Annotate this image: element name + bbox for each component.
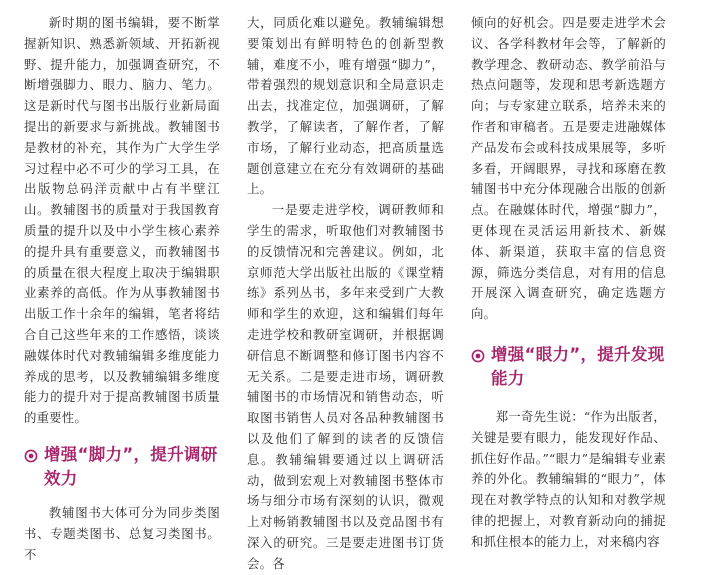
column-1	[24, 0, 220, 562]
paragraph: 新时期的图书编辑，要不断掌握新知识、熟悉新领域、开拓新视野、提升能力，加强调查研究，不断增强脚力、眼力、脑力、笔力。这是新时代与图书出版行业新局面提出的新要求与新挑战。教辅图书是教材的补充，其作为广大学生学习过程中必不可少的学习工具，在出版物总码洋贡献中占有半壁江山。教辅图书的质量对于我国教育质量的提升以及中小学生核心素养的提升具有重要意义，而教辅图书的质量在很大程度上取决于编辑职业素养的高低。作为从事教辅图书出版工作十余年的编辑，笔者将结合自己这些年来的工作感悟，谈谈融媒体时代对教辅编辑多维度能力养成的思考，以及教辅编辑多维度能力的提升对于提高教辅图书质量的重要性。	[24, 15, 220, 426]
section-heading-text: 增强“眼力”，提升发现能力	[491, 344, 665, 388]
paragraph: 郑一奇先生说：“作为出版者，关键是要有眼力，能发现好作品、抓住好作品。”“眼力”是编辑专业素养的外化。教辅编辑的“眼力”，体现在对教学特点的认知和对教学规律的把握上，对教育新动向的捕捉和抓住根本的能力上，对来稿内容	[471, 408, 667, 549]
paragraph: 教辅图书大体可分为同步类图书、专题类图书、总复习类图书。不	[24, 504, 220, 562]
circle-target-icon	[24, 449, 38, 463]
section-heading	[471, 343, 666, 391]
column-2	[247, 0, 444, 571]
paragraph: 倾向的好机会。四是要走进学术会议、各学科教材年会等，了解新的教学理念、教研动态、教学前沿与热点问题等，发现和思考新选题方向；与专家建立联系，培养未来的作者和审稿者。五是要走进融媒体产品发布会或科技成果展等，多听多看，开阔眼界，寻找和琢磨在教辅图书中充分体现融合出版的创新点。在融媒体时代，增强“脚力”，更体现在灵活运用新技术、新媒体、新渠道，获取丰富的信息资源，筛选分类信息，对有用的信息开展深入调查研究，确定选题方向。	[471, 15, 666, 322]
column-3	[471, 0, 667, 549]
paragraph: 大，同质化难以避免。教辅编辑想要策划出有鲜明特色的创新型教辅，难度不小，唯有增强“脚力”，带着强烈的规划意识和全局意识走出去，找准定位，加强调研，了解教学，了解读者，了解作者，了解市场，了解行业动态，把高质量选题创意建立在充分有效调研的基础上。	[247, 15, 444, 197]
circle-target-icon	[471, 349, 485, 363]
section-heading	[24, 443, 220, 491]
section-heading-text: 增强“脚力”，提升调研效力	[44, 444, 218, 488]
paragraph: 一是要走进学校，调研教师和学生的需求，听取他们对教辅图书的反馈情况和完善建议。例如，北京师范大学出版社出版的《课堂精练》系列丛书，多年来受到广大教师和学生的欢迎，这和编辑们每年走进学校和教研室调研，并根据调研信息不断调整和修订图书内容不无关系。二是要走进市场，调研教辅图书的市场情况和销售动态，听取图书销售人员对各品种教辅图书以及他们了解到的读者的反馈信息。教辅编辑要通过以上调研活动，做到宏观上对教辅图书整体市场与细分市场有深刻的认识，微观上对畅销教辅图书以及竞品图书有深入的研究。三是要走进图书订货会。各	[247, 202, 444, 571]
